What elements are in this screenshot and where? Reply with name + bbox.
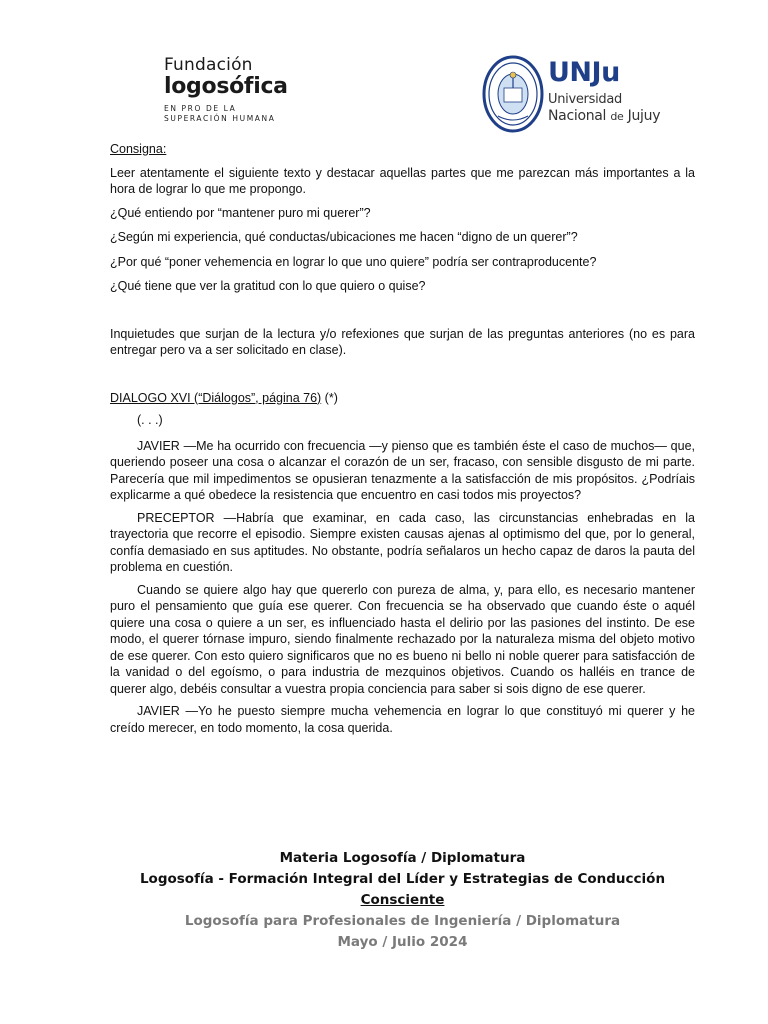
- dialog-reference: [110, 390, 695, 407]
- logo-unju-title: UNJu: [548, 57, 620, 88]
- logo-nacional: Nacional: [548, 108, 607, 124]
- consigna-intro: Leer atentamente el siguiente texto y destacar aquellas partes que me parezcan más importantes a la hora de lograr lo que me propongo.: [110, 165, 695, 196]
- footer-line-course-title: Logosofía - Formación Integral del Líder y Estrategias de Conducción: [139, 871, 666, 887]
- footer-line-dates: Mayo / Julio 2024: [337, 934, 468, 950]
- dialog-reference-title: DIALOGO XVI (“Diálogos”, página 76): [110, 390, 322, 405]
- fundacion-logosofica-logo: [164, 56, 344, 124]
- footer-line-profesionales: Logosofía para Profesionales de Ingeniería / Diplomatura: [184, 913, 621, 929]
- logo-tagline-1: EN PRO DE LA: [164, 104, 237, 113]
- dialog-paragraph-explanation: Cuando se quiere algo hay que quererlo con pureza de alma, y, para ello, es necesario mantener puro el pensamiento que guía ese querer. Con frecuencia se ha observado que cuando éste o aquél quiere una cosa o quiere a un ser, es influenciado hasta el delirio por las pasiones del instinto. De ese modo, el querer tórnase impuro, siendo finalmente rechazado por la naturaleza misma del objeto motivo de ese querer. Con esto quiero significaros que no es bueno ni bello ni noble querer para satisfacción de la vanidad o del egoísmo, o para industria de mezquinos objetivos. Cuando os halléis en trance de querer algo, debéis consultar a vuestra propia conciencia para saber si sois digno de ese querer.: [110, 582, 695, 696]
- footer-line-materia: Materia Logosofía / Diplomatura: [279, 850, 526, 866]
- dialog-paragraph-javier-1: JAVIER —Me ha ocurrido con frecuencia —y pienso que es también éste el caso de muchos— que, queriendo poseer una cosa o alcanzar el corazón de un ser, fracaso, con sensible disgusto de mi parte. Parecería que mil impedimentos se opusieran tenazmente a la satisfacción de mis propósitos. ¿Podríais explicarme a qué obedece la resistencia que encuentro en casi todos mis proyectos?: [110, 438, 695, 502]
- dialog-paragraph-preceptor: PRECEPTOR —Habría que examinar, en cada caso, las circunstancias enhebradas en la trayectoria que recorre el episodio. Siempre existen causas ajenas al optimismo del que, por lo general, confía demasiado en sus aptitudes. No obstante, podría señalaros un hecho capaz de daros la pauta del problema en cuestión.: [110, 510, 695, 574]
- footer-line-consciente: Consciente: [360, 892, 445, 908]
- document-body: [110, 141, 695, 736]
- logo-line-fundacion: Fundación: [164, 55, 253, 75]
- consigna-title: Consigna:: [110, 142, 167, 156]
- logo-line-logosofica: logosófica: [164, 74, 288, 99]
- logo-jujuy: Jujuy: [627, 108, 661, 124]
- logo-tagline-2: SUPERACIÓN HUMANA: [164, 114, 276, 123]
- logo-de: de: [610, 110, 624, 123]
- dialog-reference-suffix: (*): [321, 390, 338, 405]
- question-1: ¿Qué entiendo por “mantener puro mi querer”?: [110, 205, 371, 220]
- question-3: ¿Por qué “poner vehemencia en lograr lo que uno quiere” podría ser contraproducente?: [110, 254, 597, 269]
- dialog-ellipsis: (. . .): [137, 413, 163, 427]
- logo-nacional-de-jujuy: [548, 109, 660, 124]
- dialog-paragraph-javier-2: JAVIER —Yo he puesto siempre mucha vehemencia en lograr lo que constituyó mi querer y he creído merecer, en todo momento, la cosa querida.: [110, 704, 695, 735]
- inquietudes-note: Inquietudes que surjan de la lectura y/o refexiones que surjan de las preguntas anteriores (no es para entregar pero va a ser solicitado en clase).: [110, 326, 695, 357]
- document-footer: [110, 848, 695, 953]
- question-4: ¿Qué tiene que ver la gratitud con lo que quiero o quise?: [110, 279, 426, 293]
- university-seal-icon: [482, 54, 544, 134]
- question-2: ¿Según mi experiencia, qué conductas/ubicaciones me hacen “digno de un querer”?: [110, 230, 578, 244]
- logo-universidad: Universidad: [548, 92, 622, 107]
- unju-logo: [482, 54, 682, 138]
